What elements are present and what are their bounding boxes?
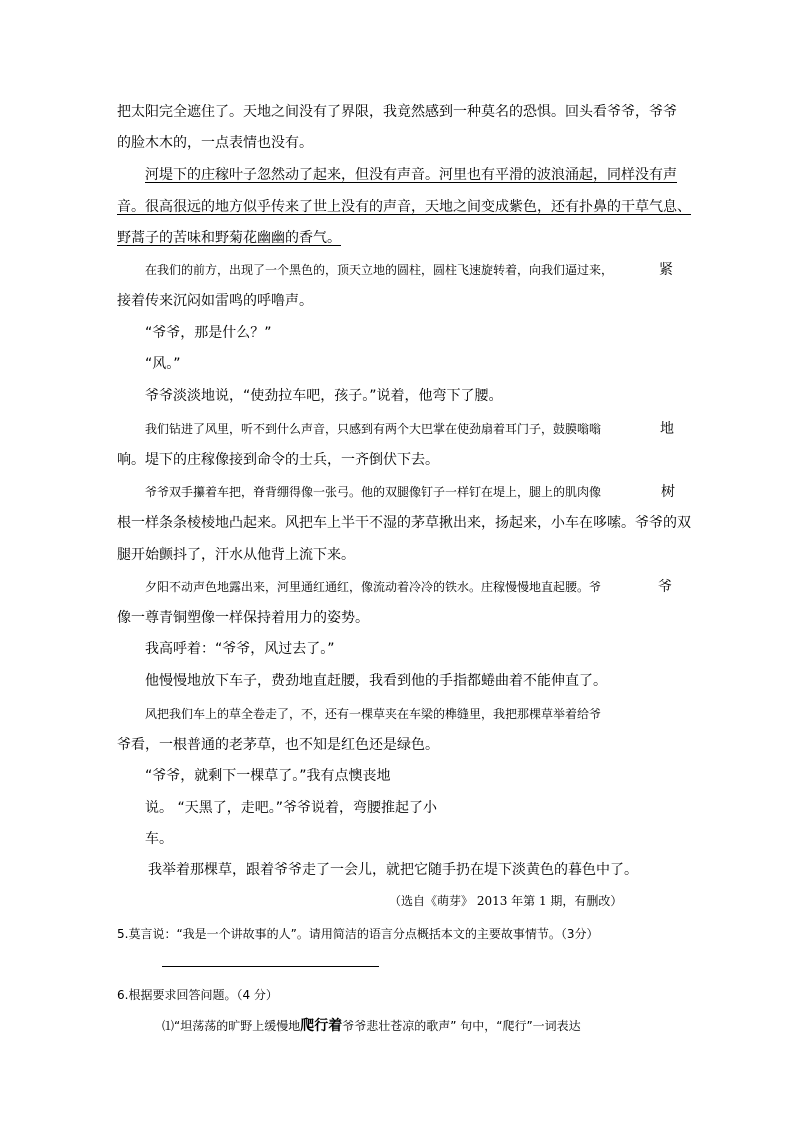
paragraph-2-line-3: 野蒿子的苦味和野菊花幽幽的香气。 bbox=[117, 230, 341, 246]
paragraph-9-line-2: 像一尊青铜塑像一样保持着用力的姿势。 bbox=[117, 610, 369, 626]
paragraph-1-line-2: 的脸木木的，一点表情也没有。 bbox=[117, 135, 313, 151]
paragraph-1-line-1: 把太阳完全遮住了。天地之间没有了界限，我竟然感到一种莫名的恐惧。回头看爷爷，爷爷 bbox=[117, 104, 677, 120]
paragraph-7-line-2: 响。堤下的庄稼像接到命令的士兵，一齐倒伏下去。 bbox=[117, 452, 439, 468]
paragraph-6: 爷爷淡淡地说，“使劲拉车吧，孩子。”说着，他弯下了腰。 bbox=[145, 388, 503, 404]
answer-blank-line bbox=[162, 966, 379, 967]
paragraph-8-line-2: 根一样条条棱棱地凸起来。风把车上半干不湿的茅草揪出来，扬起来，小车在哆嗦。爷爷的双 bbox=[117, 515, 691, 531]
paragraph-2-line-1: 河堤下的庄稼叶子忽然动了起来，但没有声音。河里也有平滑的波浪涌起，同样没有声 bbox=[145, 167, 677, 183]
paragraph-10: 我高呼着：“爷爷，风过去了。” bbox=[145, 641, 335, 657]
paragraph-7-line-1: 我们钻进了风里，听不到什么声音，只感到有两个大巴掌在使劲扇着耳门子，鼓膜嗡嗡 bbox=[145, 422, 602, 436]
dialogue-answer: “风。” bbox=[145, 356, 181, 372]
paragraph-3-line-1-end: 紧 bbox=[659, 262, 673, 278]
question-6-1-suffix: 爷爷悲壮苍凉的歌声” 句中，“爬行”一词表达 bbox=[342, 1019, 581, 1033]
question-6-1-bold-word: 爬行着 bbox=[300, 1018, 343, 1034]
paragraph-11: 他慢慢地放下车子，费劲地直赶腰，我看到他的手指都蜷曲着不能伸直了。 bbox=[145, 673, 607, 689]
paragraph-13-line-1: “爷爷，就剩下一棵草了。”我有点懊丧地 bbox=[145, 768, 391, 784]
paragraph-12-line-2: 爷看，一根普通的老茅草，也不知是红色还是绿色。 bbox=[117, 737, 439, 753]
paragraph-3-line-1: 在我们的前方，出现了一个黑色的，顶天立地的圆柱，圆柱飞速旋转着，向我们逼过来， bbox=[145, 263, 614, 277]
question-6-1-prefix: ⑴“坦荡荡的旷野上缓慢地 bbox=[162, 1019, 301, 1033]
paragraph-7-line-1-end: 地 bbox=[660, 421, 674, 437]
question-6: 6.根据要求回答问题。（4 分） bbox=[117, 988, 278, 1002]
paragraph-13-line-2: 说。 “天黑了，走吧。”爷爷说着，弯腰推起了小 bbox=[145, 800, 437, 816]
question-6-1 bbox=[162, 1017, 581, 1035]
paragraph-8-line-1: 爷爷双手攥着车把，脊背绷得像一张弓。他的双腿像钉子一样钉在堤上，腿上的肌肉像 bbox=[145, 485, 602, 499]
paragraph-9-line-1: 夕阳不动声色地露出来，河里通红通红，像流动着冷冷的铁水。庄稼慢慢地直起腰。爷 bbox=[145, 580, 602, 594]
question-5: 5.莫言说：“我是一个讲故事的人”。请用简洁的语言分点概括本文的主要故事情节。（3分） bbox=[117, 927, 599, 941]
paragraph-9-line-1-end: 爷 bbox=[658, 579, 672, 595]
paragraph-13-line-3: 车。 bbox=[145, 831, 173, 847]
paragraph-12-line-1: 风把我们车上的草全卷走了，不，还有一棵草夹在车梁的榫缝里，我把那棵草举着给爷 bbox=[145, 707, 602, 721]
paragraph-14: 我举着那棵草，跟着爷爷走了一会儿，就把它随手扔在堤下淡黄色的暮色中了。 bbox=[148, 862, 638, 878]
paragraph-8-line-3: 腿开始颤抖了，汗水从他背上流下来。 bbox=[117, 547, 355, 563]
paragraph-3-line-2: 接着传来沉闷如雷鸣的呼噜声。 bbox=[117, 293, 313, 309]
paragraph-8-line-1-end: 树 bbox=[661, 484, 675, 500]
paragraph-2-line-2: 音。很高很远的地方似乎传来了世上没有的声音，天地之间变成紫色，还有扑鼻的干草气息、 bbox=[117, 199, 691, 215]
source-citation: （选自《萌芽》 2013 年第 1 期，有删改） bbox=[389, 894, 623, 908]
dialogue-question: “爷爷，那是什么？” bbox=[145, 325, 272, 341]
